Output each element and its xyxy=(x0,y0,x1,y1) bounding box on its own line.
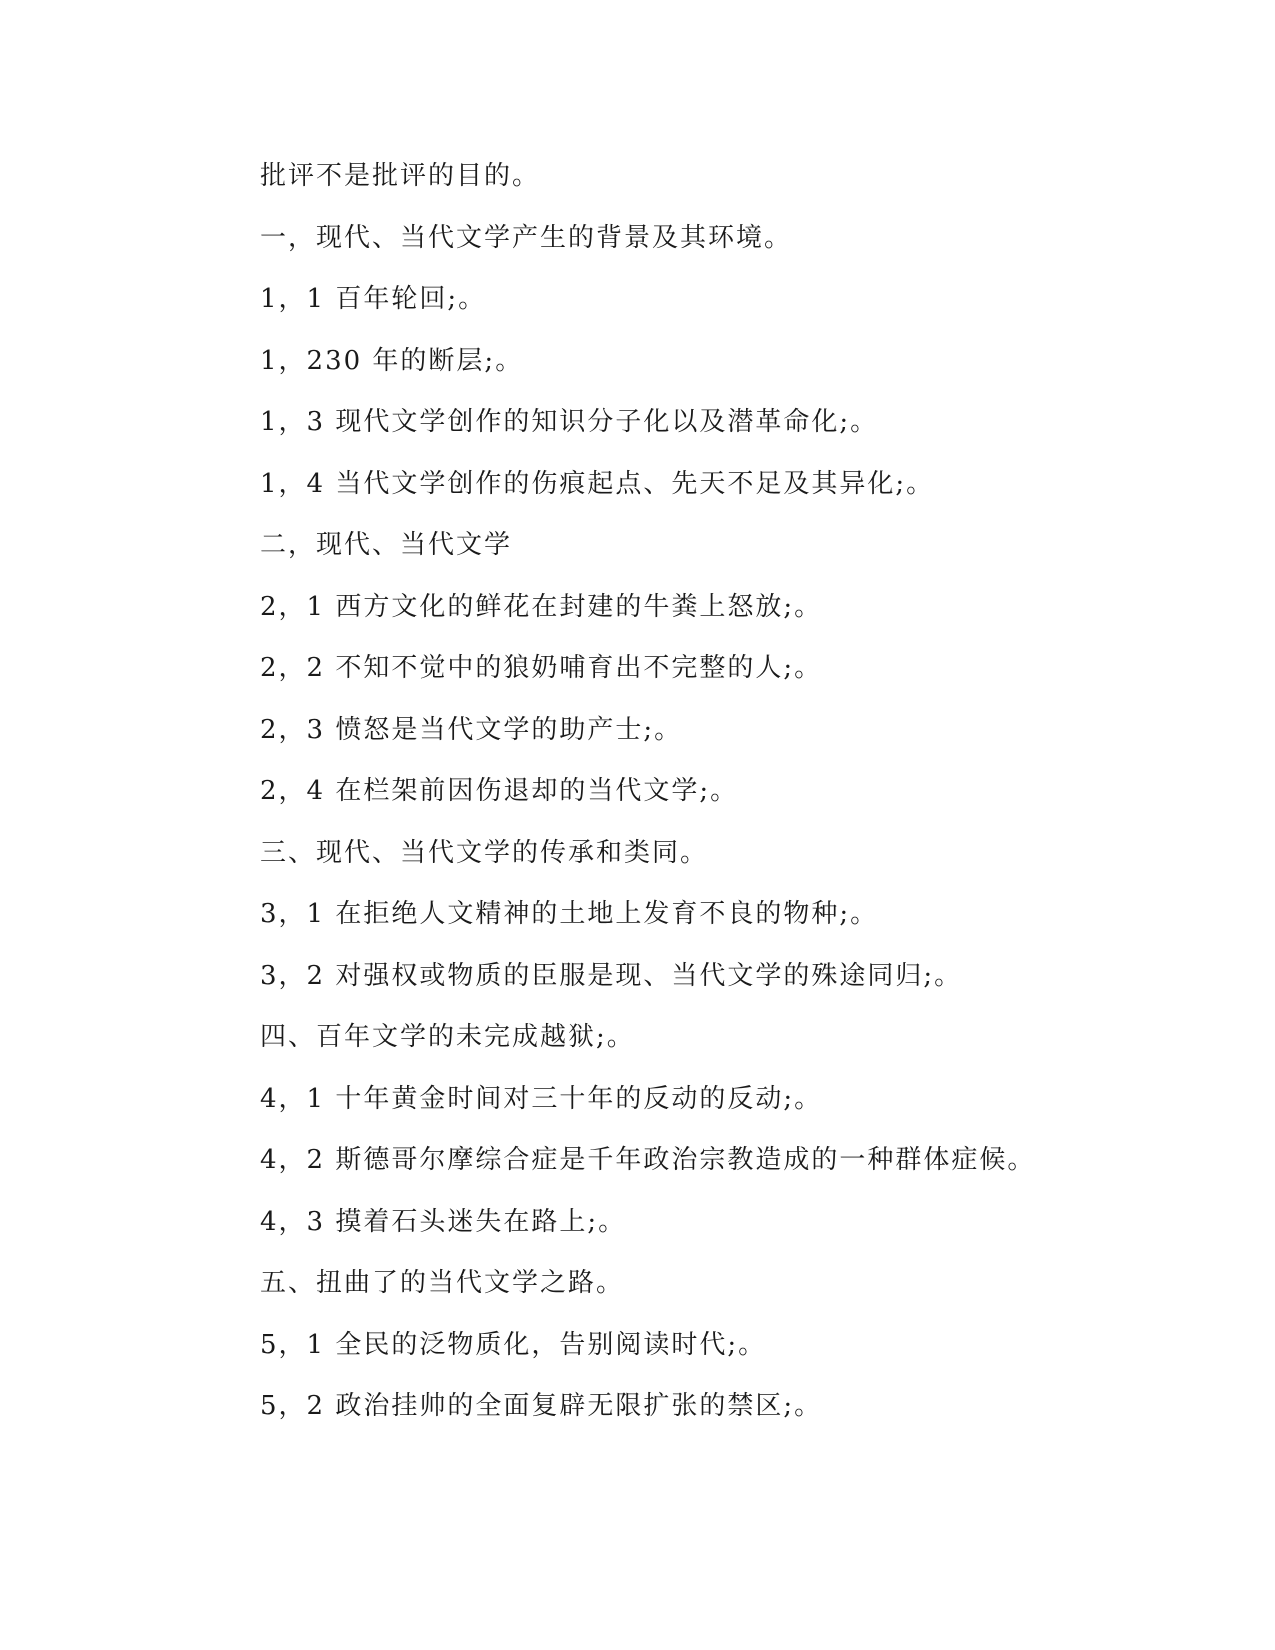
section-heading-5: 五、扭曲了的当代文学之路。 xyxy=(260,1268,625,1298)
outline-item-3-1: 3，1 在拒绝人文精神的土地上发育不良的物种;。 xyxy=(260,899,879,929)
outline-item-3-2: 3，2 对强权或物质的臣服是现、当代文学的殊途同归;。 xyxy=(260,960,963,991)
section-heading-2: 二，现代、当代文学 xyxy=(260,530,513,560)
document-body xyxy=(260,160,1160,1452)
outline-item-1-3: 1，3 现代文学创作的知识分子化以及潜革命化;。 xyxy=(260,407,879,437)
outline-item-4-1: 4，1 十年黄金时间对三十年的反动的反动;。 xyxy=(260,1083,823,1114)
outline-item-1-4: 1，4 当代文学创作的伤痕起点、先天不足及其异化;。 xyxy=(260,468,935,499)
outline-item-1-1: 1，1 百年轮回;。 xyxy=(260,284,487,314)
outline-item-2-1: 2，1 西方文化的鲜花在封建的牛粪上怒放;。 xyxy=(260,591,823,622)
outline-item-1-2: 1，230 年的断层;。 xyxy=(260,345,524,376)
outline-item-2-2: 2，2 不知不觉中的狼奶哺育出不完整的人;。 xyxy=(260,653,823,683)
section-heading-1: 一，现代、当代文学产生的背景及其环境。 xyxy=(260,222,793,253)
outline-item-5-2: 5，2 政治挂帅的全面复辟无限扩张的禁区;。 xyxy=(260,1391,823,1421)
section-heading-4: 四、百年文学的未完成越狱;。 xyxy=(260,1022,635,1052)
section-heading-3: 三、现代、当代文学的传承和类同。 xyxy=(260,837,709,868)
intro-line: 批评不是批评的目的。 xyxy=(260,161,541,191)
outline-item-5-1: 5，1 全民的泛物质化，告别阅读时代;。 xyxy=(260,1329,767,1360)
outline-item-2-4: 2，4 在栏架前因伤退却的当代文学;。 xyxy=(260,776,739,806)
outline-item-4-3: 4，3 摸着石头迷失在路上;。 xyxy=(260,1206,627,1237)
outline-item-2-3: 2，3 愤怒是当代文学的助产士;。 xyxy=(260,714,683,745)
outline-item-4-2: 4，2 斯德哥尔摩综合症是千年政治宗教造成的一种群体症候。 xyxy=(260,1145,1036,1175)
